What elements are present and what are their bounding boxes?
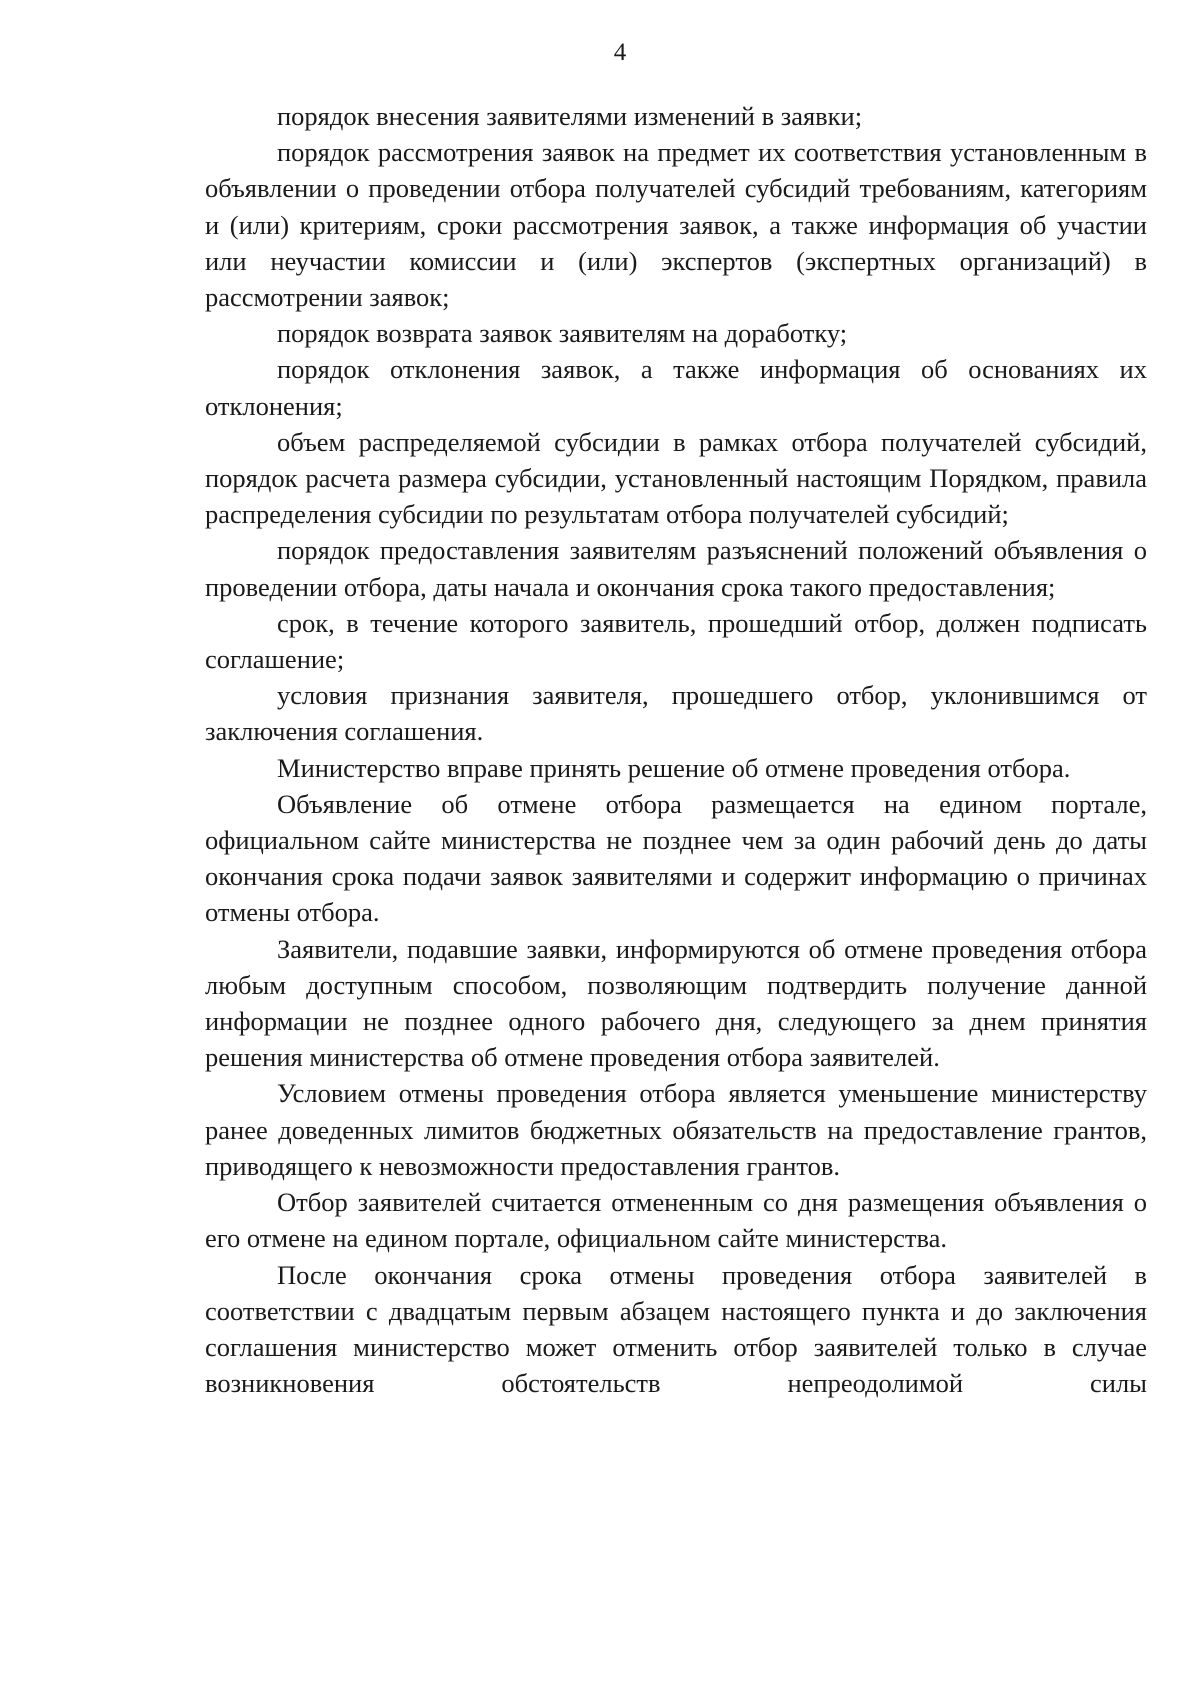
paragraph-cancellation-right: Министерство вправе принять решение об отмене проведения отбора. xyxy=(277,752,1071,783)
paragraph-review-procedure: порядок рассмотрения заявок на предмет их соответствия установленным в объявлении о проведении отбора получателей субсидий требованиям, категориям и (или) критериям, сроки рассмотрения заявок, а также информация об участии или неучастии комиссии и (или) экспертов (экспертных организаций) в рассмотрении заявок; xyxy=(205,137,1147,313)
paragraph-subsidy-volume: объем распределяемой субсидии в рамках отбора получателей субсидий, порядок расчета размера субсидии, установленный настоящим Порядком, правила распределения субсидии по результатам отбора получателей субсидий; xyxy=(205,426,1147,530)
paragraph-cancellation-notice: Объявление об отмене отбора размещается на едином портале, официальном сайте министерства не позднее чем за один рабочий день до даты окончания срока подачи заявок заявителями и содержит информацию о причинах отмены отбора. xyxy=(205,788,1147,928)
paragraph-return-procedure: порядок возврата заявок заявителям на доработку; xyxy=(277,318,848,349)
paragraph-cancellation-effective: Отбор заявителей считается отмененным со дня размещения объявления о его отмене на едином портале, официальном сайте министерства. xyxy=(205,1187,1147,1254)
paragraph-rejection-procedure: порядок отклонения заявок, а также информация об основаниях их отклонения; xyxy=(205,354,1147,421)
document-body xyxy=(205,98,1147,1401)
paragraph-applicant-notification: Заявители, подавшие заявки, информируются об отмене проведения отбора любым доступным способом, позволяющим подтвердить получение данной информации не позднее одного рабочего дня, следующего за днем принятия решения министерства об отмене проведения отбора заявителей. xyxy=(205,933,1147,1073)
paragraph-amendment-procedure: порядок внесения заявителями изменений в заявки; xyxy=(277,101,863,131)
paragraph-signing-deadline: срок, в течение которого заявитель, прошедший отбор, должен подписать соглашение; xyxy=(205,607,1147,675)
page-number: 4 xyxy=(613,39,627,66)
paragraph-clarification-procedure: порядок предоставления заявителям разъяснений положений объявления о проведении отбора, даты начала и окончания срока такого предоставления; xyxy=(205,535,1147,602)
paragraph-evasion-conditions: условия признания заявителя, прошедшего отбор, уклонившимся от заключения соглашения. xyxy=(205,680,1147,747)
paragraph-force-majeure: После окончания срока отмены проведения отбора заявителей в соответствии с двадцатым первым абзацем настоящего пункта и до заключения соглашения министерство может отменить отбор заявителей только в случае возникновения обстоятельств непреодолимой силы xyxy=(205,1259,1147,1399)
paragraph-cancellation-condition: Условием отмены проведения отбора является уменьшение министерству ранее доведенных лимитов бюджетных обязательств на предоставление грантов, приводящего к невозможности предоставления грантов. xyxy=(205,1078,1147,1181)
